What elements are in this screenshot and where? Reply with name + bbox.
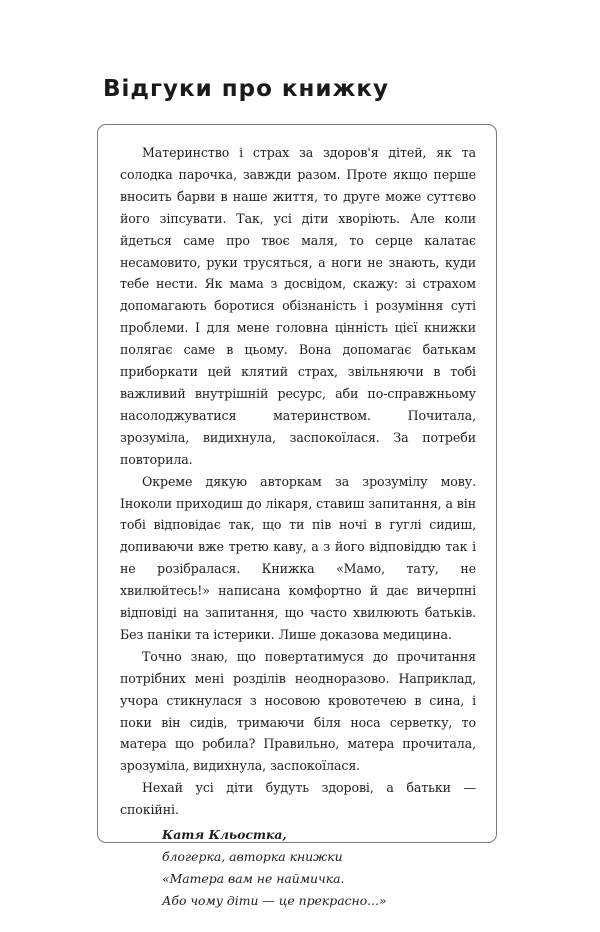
review-paragraph-1: Материнство і страх за здоров'я дітей, як та солодка парочка, завжди разом. Проте якщо перше вносить барви в наше життя, то друге може суттєво його зіпсувати. Так, усі діти хворіють. Але коли йдеться саме про твоє маля, то серце калатає несамовито, руки трусяться, а ноги не знають, куди тебе нести. Як мама з досвідом, скажу: зі страхом допомагають боротися обізнаність і розуміння суті проблеми. І для мене головна цінність цієї книжки полягає саме в цьому. Вона допомагає батькам приборкати цей клятий страх, звільняючи в тобі важливий внутрішній ресурс, аби по-справжньому насолоджуватися материнством. Почитала, зрозуміла, видихнула, заспокоїлася. За потреби повторила.: [120, 145, 476, 467]
signature-author-name: Катя Кльостка,: [162, 827, 287, 843]
signature: [120, 824, 476, 912]
page-title: Відгуки про книжку: [103, 76, 390, 102]
review-paragraph-4: Нехай усі діти будуть здорові, а батьки — спокійні.: [120, 780, 476, 818]
review-text: [120, 142, 476, 821]
signature-author-role: блогерка, авторка книжки: [162, 849, 343, 865]
review-paragraph-2: Окреме дякую авторкам за зрозумілу мову. Іноколи приходиш до лікаря, ставиш запитання, а він тобі відповідає так, що ти пів ночі в гуглі сидиш, допиваючи вже третю каву, а з його відповіддю так і не розібралася. Книжка «Мамо, тату, не хвилюйтесь!» написана комфортно й дає вичерпні відповіді на запитання, що часто хвилюють батьків. Без паніки та істерики. Лише доказова медицина.: [120, 473, 476, 642]
signature-book-title-line-1: «Матера вам не наймичка.: [162, 871, 345, 887]
review-paragraph-3: Точно знаю, що повертатимуся до прочитання потрібних мені розділів неодноразово. Наприклад, учора стикнулася з носовою кровотечею в сина, і поки він сидів, тримаючи біля носа серветку, то матера що робила? Правильно, матера прочитала, зрозуміла, видихнула, заспокоїлася.: [120, 648, 476, 774]
review-box: [97, 124, 497, 909]
signature-book-title-line-2: Або чому діти — це прекрасно...»: [162, 893, 387, 909]
